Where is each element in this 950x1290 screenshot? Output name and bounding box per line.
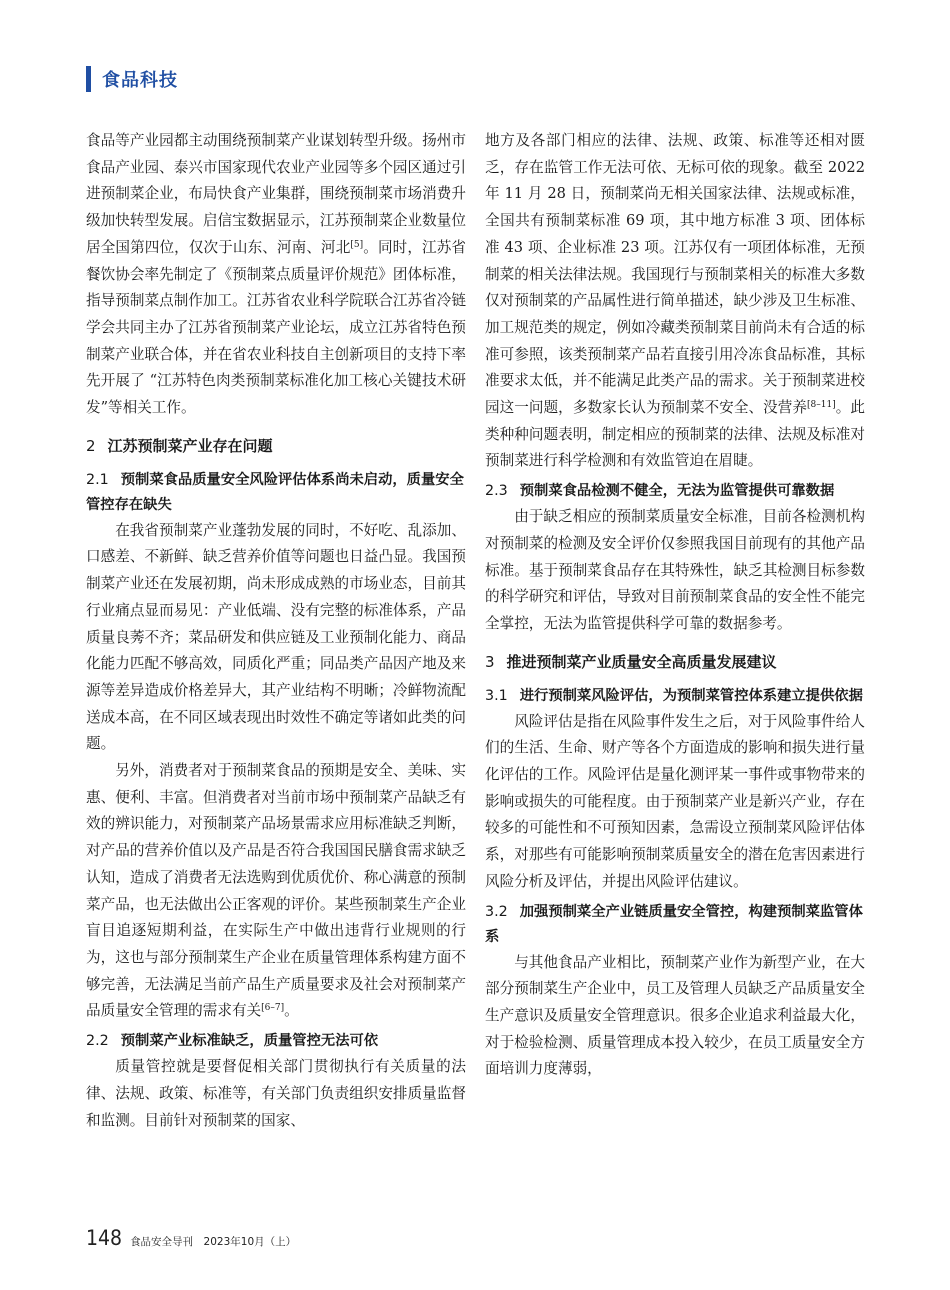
paragraph <box>485 128 865 475</box>
citation: [6–7] <box>261 1003 285 1014</box>
section-number: 3.1 <box>485 687 508 704</box>
paragraph: 与其他食品产业相比，预制菜产业作为新型产业，在大部分预制菜生产企业中，员工及管理人员缺乏产品质量安全生产意识及质量安全管理意识。很多企业追求利益最大化，对于检验检测、质量管理成本投入较少，在员工质量安全方面培训力度薄弱， <box>485 953 865 1078</box>
paragraph: 由于缺乏相应的预制菜质量安全标准，目前各检测机构对预制菜的检测及安全评价仅参照我国目前现有的其他产品标准。基于预制菜食品存在其特殊性，缺乏其检测目标参数的科学研究和评估，导致对目前预制菜食品的安全性不能完全掌控，无法为监管提供科学可靠的数据参考。 <box>485 508 865 632</box>
section-heading-2-3 <box>485 479 865 504</box>
section-heading-2-2 <box>86 1029 466 1054</box>
paragraph-text: 另外，消费者对于预制菜食品的预期是安全、美味、实惠、便利、丰富。但消费者对当前市场中预制菜产品缺乏有效的辨识能力，对预制菜产品场景需求应用标准缺乏判断，对产品的营养价值以及产品是否符合我国国民膳食需求缺乏认知，造成了消费者无法选购到优质优价、称心满意的预制菜产品，也无法做出公正客观的评价。某些预制菜生产企业盲目追逐短期利益，在实际生产中做出违背行业规则的行为，这也与部分预制菜生产企业在质量管理体系构建方面不够完善，无法满足当前产品生产质量要求及社会对预制菜产品质量安全管理的需求有关 <box>86 762 466 1020</box>
section-heading-2 <box>86 434 466 458</box>
section-number: 3 <box>485 652 495 671</box>
section-title: 食品科技 <box>102 70 178 91</box>
paragraph: 在我省预制菜产业蓬勃发展的同时，不好吃、乱添加、口感差、不新鲜、缺乏营养价值等问题也日益凸显。我国预制菜产业还在发展初期，尚未形成成熟的市场业态，目前其行业痛点显而易见：产业低端、没有完整的标准体系，产品质量良莠不齐；菜品研发和供应链及工业预制化能力、商品化能力匹配不够高效，同质化严重；同品类产品因产地及来源等差异造成价格差异大，其产业结构不明晰；冷鲜物流配送成本高，在不同区域表现出时效性不确定等诸如此类的问题。 <box>86 521 466 753</box>
section-number: 2 <box>86 436 96 455</box>
citation: [8–11] <box>807 400 836 411</box>
paragraph-text: 食品等产业园都主动围绕预制菜产业谋划转型升级。扬州市食品产业园、泰兴市国家现代农业产业园等多个园区通过引进预制菜企业，布局快食产业集群，围绕预制菜市场消费升级加快转型发展。启信宝数据显示，江苏预制菜企业数量位居全国第四位，仅次于山东、河南、河北 <box>86 132 466 256</box>
section-heading-3 <box>485 650 865 674</box>
paragraph <box>86 128 466 422</box>
section-number: 2.1 <box>86 471 109 488</box>
journal-header <box>86 66 178 92</box>
section-title-text: 预制菜产业标准缺乏，质量管控无法可依 <box>120 1033 379 1050</box>
section-title-text: 江苏预制菜产业存在问题 <box>107 436 273 455</box>
paragraph <box>86 758 466 1025</box>
page-number: 148 <box>86 1226 123 1250</box>
section-heading-3-1 <box>485 684 865 709</box>
page-footer <box>86 1226 296 1250</box>
section-heading-3-2 <box>485 900 865 950</box>
section-number: 2.3 <box>485 483 508 500</box>
paragraph-text: 地方及各部门相应的法律、法规、政策、标准等还相对匮乏，存在监管工作无法可依、无标可依的现象。截至 2022 年 11 月 28 日，预制菜尚无相关国家法律、法规或标准，全国共有预制菜标准 69 项，其中地方标准 3 项、团体标准 43 项、企业标准 23 项。江苏仅有一项团体标准，无预制菜的相关法律法规。我国现行与预制菜相关的标准大多数仅对预制菜的产品属性进行简单描述，缺少涉及卫生标准、加工规范类的规定，例如冷藏类预制菜目前尚未有合适的标准可参照，该类预制菜产品若直接引用冷冻食品标准，其标准要求太低，并不能满足此类产品的需求。关于预制菜进校园这一问题，多数家长认为预制菜不安全、没营养 <box>485 132 865 417</box>
section-number: 3.2 <box>485 903 508 920</box>
section-title-text: 预制菜食品质量安全风险评估体系尚未启动，质量安全管控存在缺失 <box>86 471 464 513</box>
right-column <box>485 128 865 1083</box>
journal-info: 食品安全导刊 2023年10月（上） <box>130 1236 297 1248</box>
section-number: 2.2 <box>86 1033 109 1050</box>
section-heading-2-1 <box>86 468 466 518</box>
section-title-text: 推进预制菜产业质量安全高质量发展建议 <box>506 652 777 671</box>
paragraph: 质量管控就是要督促相关部门贯彻执行有关质量的法律、法规、政策、标准等，有关部门负责组织安排质量监督和监测。目前针对预制菜的国家、 <box>86 1058 466 1129</box>
citation: [5] <box>350 239 364 250</box>
paragraph-text: 。 <box>284 1002 299 1020</box>
left-column <box>86 128 466 1134</box>
paragraph-text: 。同时，江苏省餐饮协会率先制定了《预制菜点质量评价规范》团体标准，指导预制菜点制作加工。江苏省农业科学院联合江苏省冷链学会共同主办了江苏省预制菜产业论坛，成立江苏省特色预制菜产业联合体，并在省农业科技自主创新项目的支持下率先开展了 “江苏特色肉类预制菜标准化加工核心关键技术研发”等相关工作。 <box>86 238 466 417</box>
paragraph: 风险评估是指在风险事件发生之后，对于风险事件给人们的生活、生命、财产等各个方面造成的影响和损失进行量化评估的工作。风险评估是量化测评某一事件或事物带来的影响或损失的可能程度。由于预制菜产业是新兴产业，存在较多的可能性和不可预知因素，急需设立预制菜风险评估体系，对那些有可能影响预制菜质量安全的潜在危害因素进行风险分析及评估，并提出风险评估建议。 <box>485 712 865 890</box>
paragraph-text: 。此类种种问题表明，制定相应的预制菜的法律、法规及标准对预制菜进行科学检测和有效监管迫在眉睫。 <box>485 399 865 470</box>
section-title-text: 进行预制菜风险评估，为预制菜管控体系建立提供依据 <box>519 687 863 704</box>
header-accent-bar <box>86 66 91 92</box>
section-title-text: 加强预制菜全产业链质量安全管控，构建预制菜监管体系 <box>485 903 863 945</box>
section-title-text: 预制菜食品检测不健全，无法为监管提供可靠数据 <box>519 483 835 500</box>
